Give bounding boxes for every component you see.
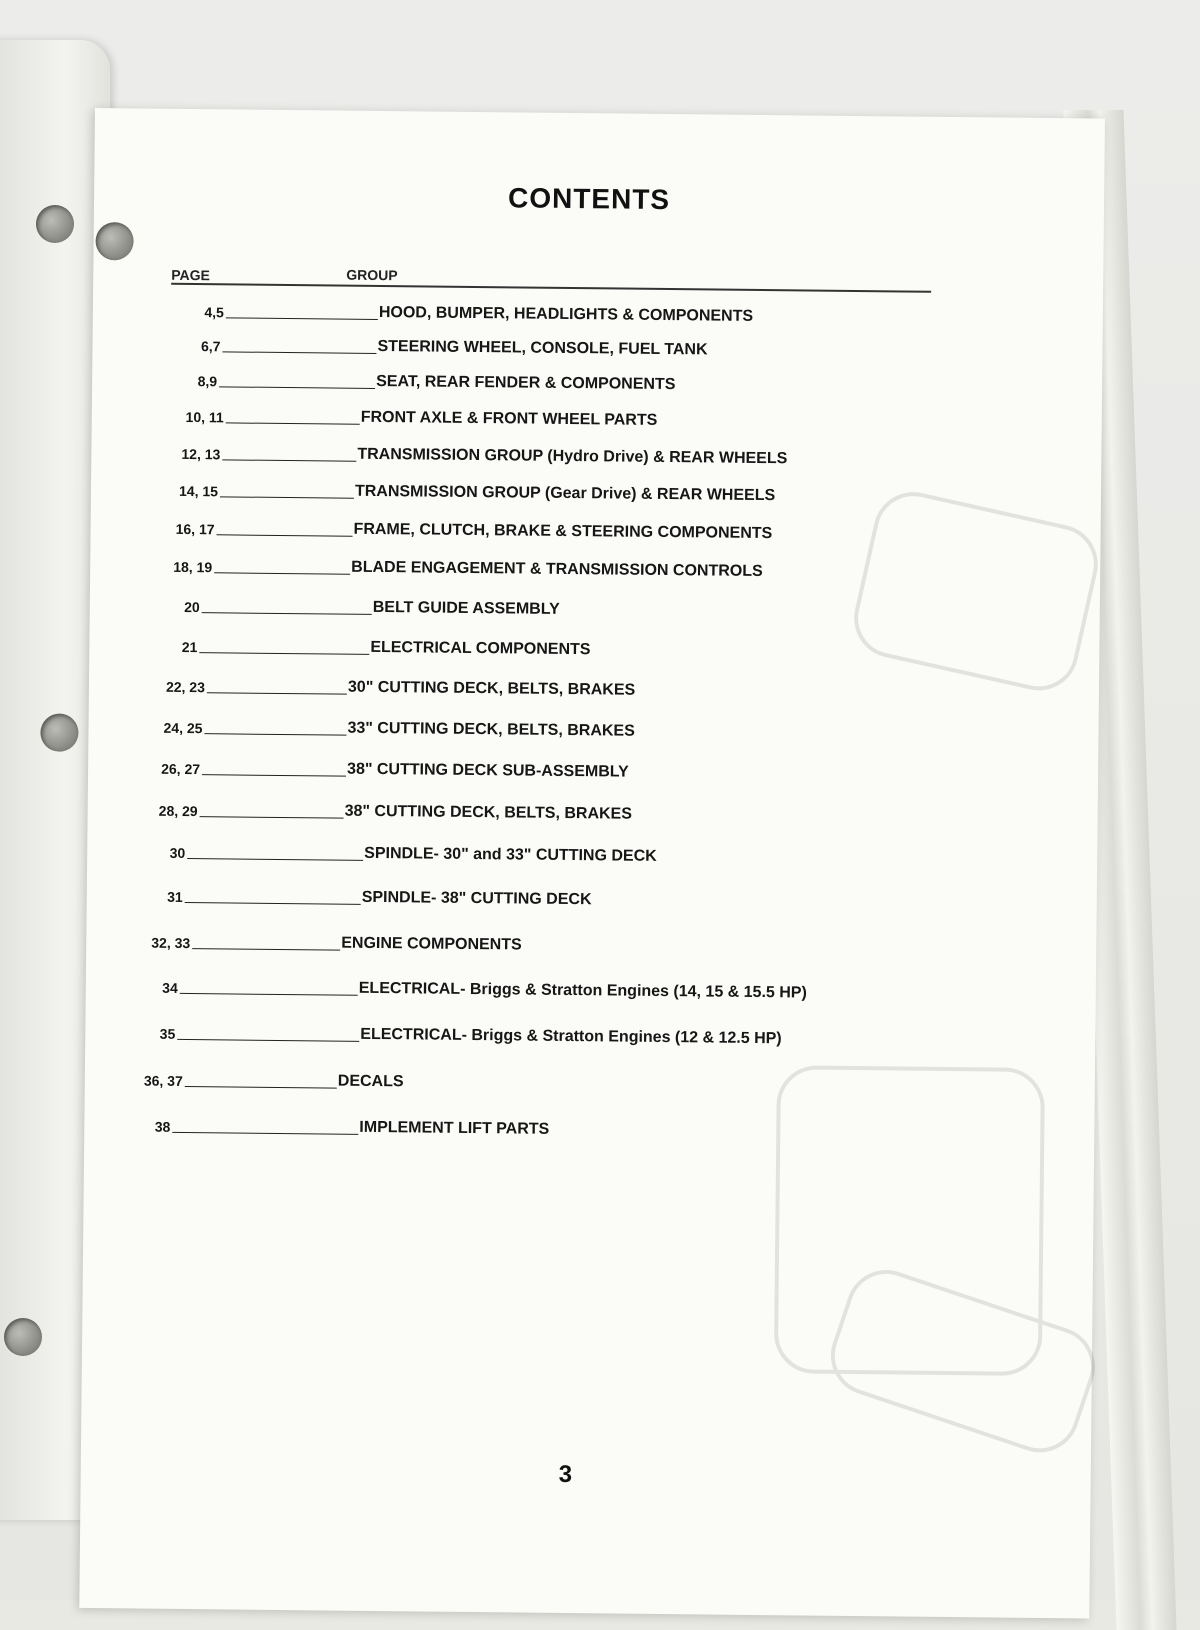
toc-page-number: 20 [184,599,200,615]
toc-leader-line [180,993,358,996]
toc-group-title: FRONT AXLE & FRONT WHEEL PARTS [361,409,658,430]
toc-leader-line [219,386,375,389]
punch-hole [40,713,78,751]
toc-page-number: 16, 17 [176,521,215,537]
page-title: CONTENTS [489,182,689,216]
toc-page-number: 12, 13 [181,446,220,462]
toc-leader-line [220,496,354,498]
toc-group-title: TRANSMISSION GROUP (Hydro Drive) & REAR WHEELS [357,446,787,469]
toc-leader-line [226,317,378,320]
toc-leader-line [202,774,346,777]
toc-group-title: STEERING WHEEL, CONSOLE, FUEL TANK [377,338,707,359]
toc-group-title: ENGINE COMPONENTS [341,935,522,955]
toc-group-title: 30" CUTTING DECK, BELTS, BRAKES [348,679,635,700]
toc-leader-line [222,351,376,354]
toc-group-title: SEAT, REAR FENDER & COMPONENTS [376,373,675,394]
toc-page-number: 10, 11 [186,409,224,425]
toc-group-title: ELECTRICAL- Briggs & Stratton Engines (14, 15 & 15.5 HP) [359,980,807,1003]
toc-group-title: HOOD, BUMPER, HEADLIGHTS & COMPONENTS [379,304,753,326]
toc-leader-line [192,948,340,951]
toc-group-title: IMPLEMENT LIFT PARTS [359,1119,549,1139]
toc-leader-line [222,459,356,461]
toc-leader-line [172,1132,358,1135]
toc-leader-line [185,902,361,905]
toc-group-title: ELECTRICAL COMPONENTS [370,639,590,659]
toc-page-number: 31 [167,889,183,905]
page-column-header: PAGE [171,267,210,283]
toc-leader-line [200,816,344,819]
toc-page-number: 30 [170,845,186,861]
toc-page-number: 18, 19 [173,559,212,575]
toc-group-title: 33" CUTTING DECK, BELTS, BRAKES [347,720,634,741]
toc-leader-line [177,1039,359,1042]
toc-group-title: SPINDLE- 38" CUTTING DECK [362,889,592,909]
toc-page-number: 4,5 [204,304,224,320]
group-column-header: GROUP [346,267,398,284]
toc-group-title: 38" CUTTING DECK, BELTS, BRAKES [345,803,632,824]
toc-page-number: 36, 37 [144,1073,183,1089]
toc-page-number: 38 [155,1119,171,1135]
toc-page-number: 34 [162,980,178,996]
toc-group-title: BELT GUIDE ASSEMBLY [373,599,560,619]
toc-leader-line [217,534,353,536]
toc-page-number: 28, 29 [159,803,198,819]
toc-page-number: 26, 27 [161,761,200,777]
punch-hole [4,1318,42,1356]
toc-group-title: ELECTRICAL- Briggs & Stratton Engines (12 & 12.5 HP) [360,1026,782,1048]
toc-page-number: 21 [182,639,198,655]
toc-page-number: 14, 15 [179,483,218,499]
toc-leader-line [204,733,346,735]
toc-page-number: 8,9 [198,373,218,389]
toc-group-title: DECALS [338,1073,404,1092]
page-number: 3 [559,1461,573,1489]
toc-leader-line [185,1086,337,1089]
punch-hole [36,205,74,243]
toc-page-number: 32, 33 [151,935,190,951]
toc-page-number: 24, 25 [163,720,202,736]
toc-page-number: 6,7 [201,338,221,354]
toc-group-title: FRAME, CLUTCH, BRAKE & STEERING COMPONENTS [354,521,773,543]
toc-leader-line [202,612,372,615]
punch-hole [95,222,133,260]
toc-leader-line [226,422,360,424]
toc-page-number: 35 [160,1026,176,1042]
show-through-diagram [720,245,1114,1549]
toc-leader-line [187,858,363,861]
toc-group-title: SPINDLE- 30" and 33" CUTTING DECK [364,845,657,866]
document-page [79,108,1105,1618]
toc-leader-line [214,572,350,574]
toc-group-title: BLADE ENGAGEMENT & TRANSMISSION CONTROLS [351,559,763,581]
toc-page-number: 22, 23 [166,679,205,695]
toc-list [95,108,1105,119]
toc-leader-line [199,652,369,655]
toc-group-title: 38" CUTTING DECK SUB-ASSEMBLY [347,761,629,782]
toc-leader-line [207,692,347,694]
toc-group-title: TRANSMISSION GROUP (Gear Drive) & REAR WHEELS [355,483,775,505]
